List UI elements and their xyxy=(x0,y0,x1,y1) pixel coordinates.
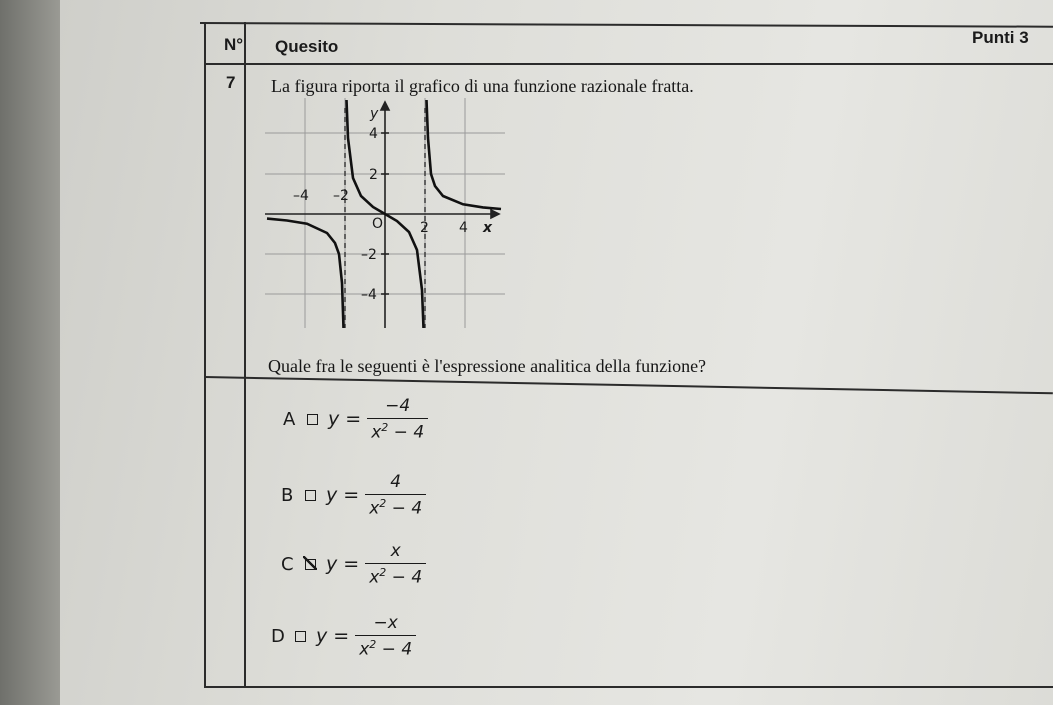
y-tick-label: 2 xyxy=(369,167,378,183)
question-intro: La figura riporta il grafico di una funzione razionale fratta. xyxy=(271,76,694,96)
background-shadow xyxy=(0,0,60,705)
option-fraction xyxy=(367,396,428,443)
curve-branch-right xyxy=(427,100,502,209)
fraction-denominator: $x^2 - 4$ xyxy=(367,418,428,443)
fraction-numerator: x xyxy=(390,541,401,561)
x-axis-arrow xyxy=(491,210,499,218)
x-axis-label: x xyxy=(483,220,493,236)
option-checkbox-a[interactable] xyxy=(307,414,318,425)
option-letter: A xyxy=(283,408,296,430)
y-tick-label: –2 xyxy=(361,247,377,263)
question-column-header: Quesito xyxy=(275,37,339,56)
option-b[interactable] xyxy=(281,472,426,519)
option-checkbox-c-checked[interactable] xyxy=(305,559,316,570)
option-letter: D xyxy=(271,625,285,647)
x-tick-label: 4 xyxy=(459,220,468,236)
y-tick-label: –4 xyxy=(361,287,377,303)
worksheet-paper xyxy=(60,0,1053,705)
option-checkbox-b[interactable] xyxy=(305,490,316,501)
option-letter: B xyxy=(281,484,294,506)
option-fraction xyxy=(365,472,426,519)
y-tick-label: 4 xyxy=(369,126,378,142)
y-axis-label: y xyxy=(370,106,379,122)
option-prefix: y = xyxy=(316,625,350,648)
option-prefix: y = xyxy=(326,553,360,576)
option-prefix: y = xyxy=(326,484,360,507)
x-tick-label: –2 xyxy=(333,188,349,204)
number-column-header: N° xyxy=(224,35,244,54)
fraction-denominator: $x^2 - 4$ xyxy=(365,563,426,588)
option-letter: C xyxy=(281,553,294,575)
fraction-numerator: −x xyxy=(373,613,398,633)
option-fraction xyxy=(365,541,426,588)
origin-label: O xyxy=(372,216,384,232)
x-tick-label: –4 xyxy=(293,188,309,204)
option-a[interactable] xyxy=(283,396,428,443)
fraction-numerator: −4 xyxy=(385,396,411,416)
x-tick-label: 2 xyxy=(420,220,429,236)
fraction-numerator: 4 xyxy=(390,472,402,492)
option-prefix: y = xyxy=(328,408,362,431)
function-graph xyxy=(265,98,505,334)
table-header-divider xyxy=(205,63,1053,65)
option-d[interactable] xyxy=(271,613,416,660)
table-left-border xyxy=(204,22,206,688)
option-fraction xyxy=(355,613,416,660)
question-number: 7 xyxy=(226,73,236,92)
y-axis-arrow xyxy=(381,102,389,110)
option-c[interactable] xyxy=(281,541,426,588)
fraction-denominator: $x^2 - 4$ xyxy=(365,494,426,519)
points-header: Punti 3 xyxy=(972,28,1029,47)
question-prompt: Quale fra le seguenti è l'espressione analitica della funzione? xyxy=(268,356,707,376)
fraction-denominator: $x^2 - 4$ xyxy=(355,635,416,660)
option-checkbox-d[interactable] xyxy=(295,631,306,642)
table-bottom-border xyxy=(205,686,1053,688)
table-column-divider xyxy=(244,22,246,688)
